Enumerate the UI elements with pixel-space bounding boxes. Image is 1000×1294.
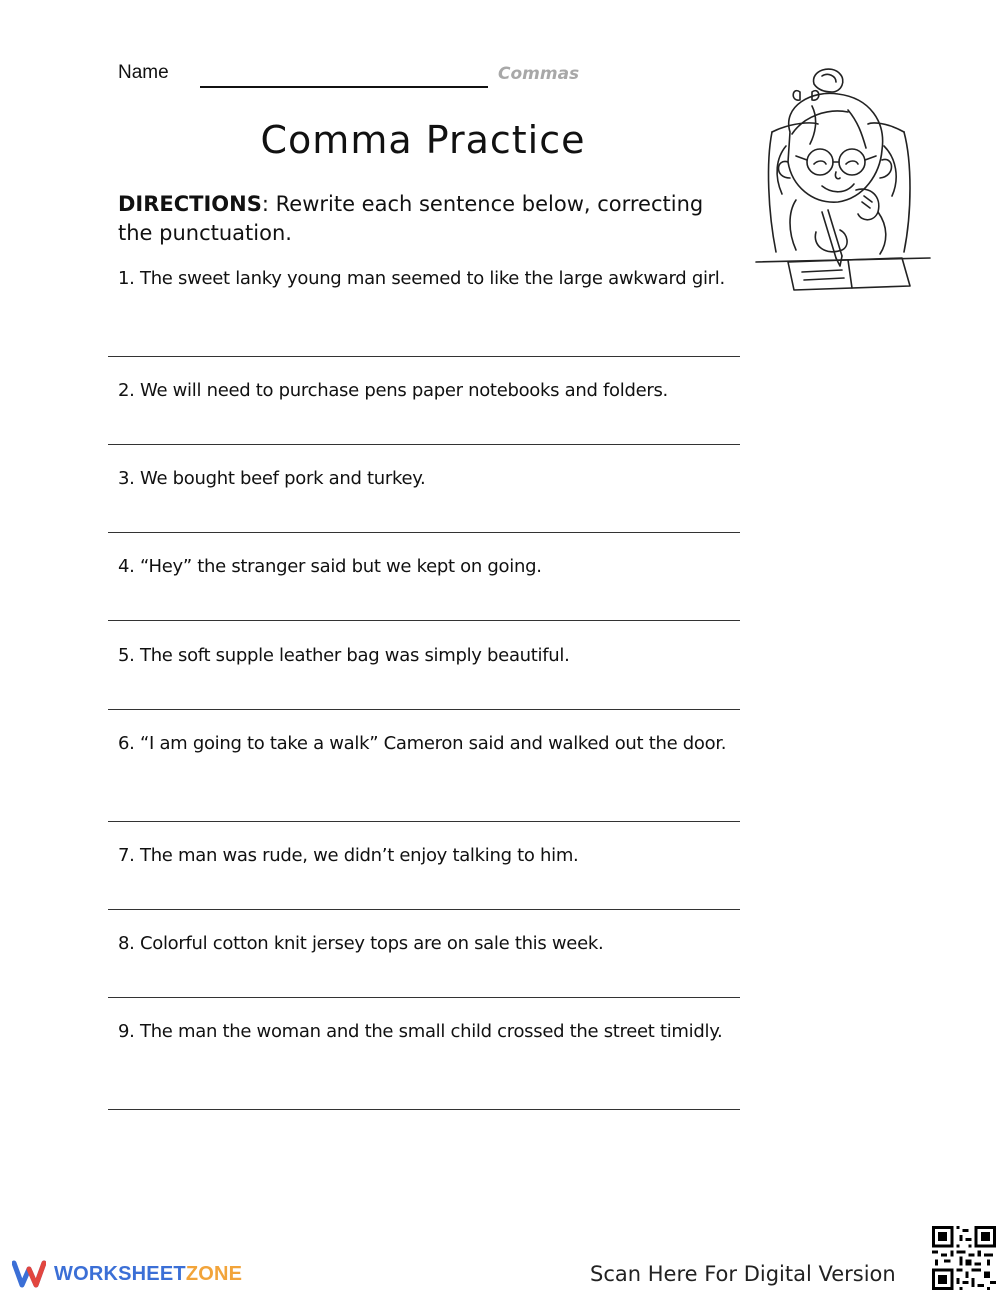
answer-line-2[interactable]: [108, 444, 740, 445]
worksheetzone-logo-icon: [12, 1259, 46, 1289]
name-label: Name: [118, 62, 169, 83]
answer-line-7[interactable]: [108, 909, 740, 910]
directions-lead: DIRECTIONS: [118, 192, 262, 216]
question-4: 4. “Hey” the stranger said but we kept on going.: [118, 556, 542, 577]
question-1: 1. The sweet lanky young man seemed to like the large awkward girl.: [118, 268, 725, 289]
question-7: 7. The man was rude, we didn’t enjoy talking to him.: [118, 845, 579, 866]
answer-line-4[interactable]: [108, 620, 740, 621]
answer-line-5[interactable]: [108, 709, 740, 710]
question-5: 5. The soft supple leather bag was simply beautiful.: [118, 645, 570, 666]
page-title: Comma Practice: [260, 118, 586, 162]
question-3: 3. We bought beef pork and turkey.: [118, 468, 426, 489]
topic-label: Commas: [498, 64, 580, 84]
question-2: 2. We will need to purchase pens paper notebooks and folders.: [118, 380, 668, 401]
girl-writing-illustration: [752, 62, 934, 298]
directions: [118, 190, 738, 248]
question-6: 6. “I am going to take a walk” Cameron said and walked out the door.: [118, 733, 727, 754]
brand-part1: WORKSHEET: [54, 1262, 186, 1285]
scan-text: Scan Here For Digital Version: [590, 1262, 896, 1286]
name-write-line[interactable]: [200, 86, 488, 88]
question-8: 8. Colorful cotton knit jersey tops are on sale this week.: [118, 933, 604, 954]
brand-part2: ZONE: [185, 1262, 243, 1285]
answer-line-6[interactable]: [108, 821, 740, 822]
question-9: 9. The man the woman and the small child crossed the street timidly.: [118, 1021, 723, 1042]
directions-text: : Rewrite each sentence below, correcting the punctuation.: [118, 192, 704, 245]
answer-line-3[interactable]: [108, 532, 740, 533]
answer-line-1[interactable]: [108, 356, 740, 357]
answer-line-8[interactable]: [108, 997, 740, 998]
answer-line-9[interactable]: [108, 1109, 740, 1110]
worksheetzone-logo[interactable]: [12, 1258, 242, 1290]
brand-name: [54, 1263, 242, 1286]
qr-code-icon[interactable]: [932, 1226, 996, 1290]
